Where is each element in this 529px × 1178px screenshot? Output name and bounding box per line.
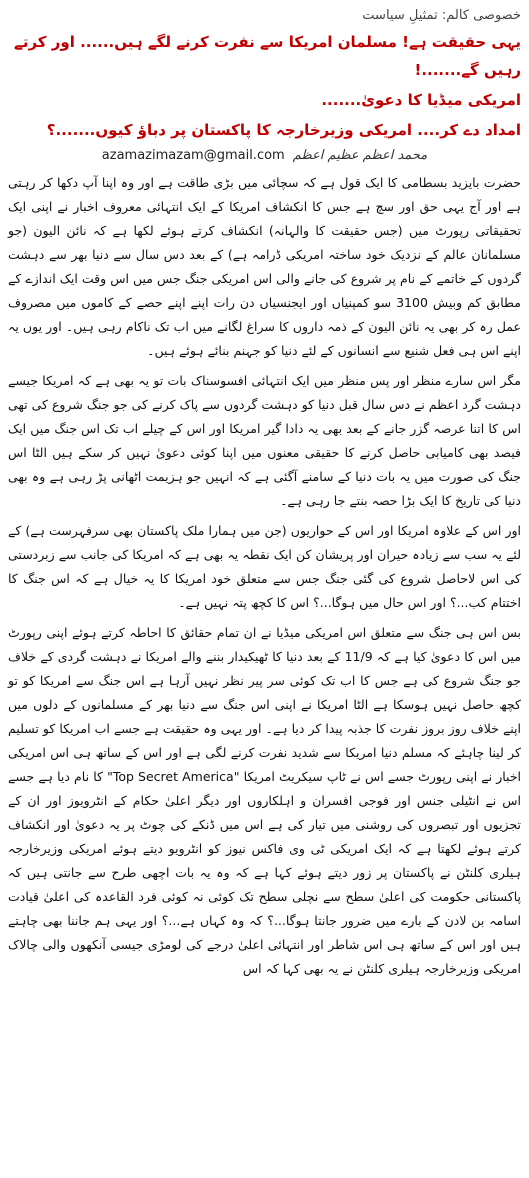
headline-2: امریکی میڈیا کا دعویٰ....... [321, 91, 521, 109]
headline-1: یہی حقیقت ہے! مسلمان امریکا سے نفرت کرنے لگے ہیں...... اور کرتے رہیں گے.......! [14, 33, 521, 79]
paragraph-2: مگر اس سارے منظر اور پس منظر میں ایک انتہائی افسوسناک بات تو یہ بھی ہے کہ امریکا جیسے دہشت گرد اعظم نے دس سال قبل دنیا کو دہشت گردوں سے پاک کرنے کی جو جنگ شروع کی تھی اس کا اتنا عرصہ گزر جانے کے بعد بھی یہ دادا گیر امریکا اور اس کے چیلے اب تک اس جنگ میں ایک فیصد بھی کامیابی حاصل کرنے کا حقیقی معنوں میں اپنا کوئی دعویٰ نہیں کر سکے ہیں الٹا اس جنگ کی صورت میں یہ بات دنیا کے سامنے آگئی ہے کہ انہیں جو ہزیمت اٹھانی پڑ رہی ہے وہ بھی دنیا کی تاریخ کا ایک بڑا حصہ بنتے جا رہی ہے۔ [8, 373, 521, 508]
paragraph-4: بس اس ہی جنگ سے متعلق اس امریکی میڈیا نے ان تمام حقائق کا احاطہ کرتے ہوئے اپنی رپورٹ میں اس کا دعویٰ کیا ہے کہ 11/9 کے بعد دنیا کا ٹھیکیدار بننے والے امریکا نے دہشت گردی کے خلاف جو جنگ شروع کی ہے جس کا اب تک کوئی سر پیر نظر نہیں آرہا ہے اس جنگ سے امریکا کو تو کچھ حاصل نہیں ہوسکا ہے الٹا امریکا نے اپنی اس جنگ سے دنیا بھر کے مسلمانوں کے دلوں میں اپنے خلاف روز بروز نفرت کا جذبہ پیدا کر دیا ہے۔ اور یہی وہ حقیقت ہے جسے اب امریکا کو تسلیم کر لینا چاہئے کہ مسلم دنیا امریکا سے شدید نفرت کرنے لگی ہے اور اس کے ساتھ ہی اس امریکی اخبار نے اپنی رپورٹ جسے اس نے ٹاپ سیکریٹ امریکا "Top Secret America" کا نام دیا ہے جسے اس نے انٹیلی جنس اور فوجی افسران و اہلکاروں اور دیگر اعلیٰ حکام کے انٹرویوز اور ان کے تجزیوں اور تبصروں کی روشنی میں تیار کی ہے اس میں ڈنکے کی چوٹ پر یہ دعویٰ اور انکشاف کرتے ہوئے لکھتا ہے کہ ایک امریکی ٹی وی فاکس نیوز کو انٹرویو دیتے ہوئے امریکی وزیرخارجہ ہیلری کلنٹن نے پاکستان پر زور دیتے ہوئے کہا ہے کہ وہ یہ بات اچھی طرح سے جانتی ہیں کہ پاکستانی حکومت کی اعلیٰ سطح سے نچلی سطح تک کوئی نہ کوئی فرد القاعدہ کی اعلیٰ قیادت اسامہ بن لادن کے بارے میں ضرور جانتا ہوگا...؟ کہ وہ کہاں ہے...؟ اور یہی ہم جاننا بھی چاہتے ہیں اور اس کے ساتھ ہی اس شاطر اور انتہائی اعلیٰ درجے کی لومڑی جیسی آنکھوں والی چالاک امریکی وزیرخارجہ ہیلری کلنٹن نے یہ بھی کہا کہ اس [8, 625, 522, 976]
author-name: محمد اعظم عظیم اعظم [292, 148, 428, 163]
author-email: azamazimazam@gmail.com [101, 148, 285, 163]
paragraph-1: حضرت بایزید بسطامی کا ایک قول ہے کہ سچائی میں بڑی طاقت ہے اور وہ اپنا آپ دکھا کر رہتی ہے اور آج یہی حق اور سچ ہے جس کا انکشاف امریکا کے ایک انتہائی معروف اخبار نے اپنی ایک تحقیقاتی رپورٹ میں (جس حقیقت کا والہانہ) انکشاف کرتے ہوئے لکھا ہے کہ نائن الیون (جو مسلمانان عالم کے نزدیک خود ساختہ امریکی ڈرامہ ہے) کے بعد دس سال سے دنیا بھر سے دہشت گردوں کے خاتمے کے نام پر شروع کی جانے والی اس امریکی جنگ جس میں اس وقت ایک اندازے کے مطابق کم وبیش 3100 سو کمپنیاں اور ایجنسیاں دن رات اپنے اپنے حصے کے کاموں میں مصروف عمل رہ کر بھی یہ نائن الیون کے ذمہ داروں کا سراغ لگانے میں اب تک ناکام رہی ہیں۔ اور یوں یہ اپنے اس ہی فعل شنیع سے انسانوں کے لئے دنیا کو جہنم بنائے ہوئے ہیں۔ [8, 175, 521, 358]
byline [8, 148, 521, 163]
article-body [8, 171, 521, 981]
paragraph-3: اور اس کے علاوہ امریکا اور اس کے حواریوں (جن میں ہمارا ملک پاکستان بھی سرفہرست ہے) کے لئے یہ سب سے زیادہ حیران اور پریشان کن ایک نقطہ یہ بھی ہے کہ امریکا کی جانب سے زبردستی کی اس لاحاصل شروع کی گئی جنگ جس سے متعلق خود امریکا کا یہ خیال ہے کہ اس جنگ کا اختتام کب...؟ اور اس حال میں ہوگا...؟ اس کا کچھ پتہ نہیں ہے۔ [8, 523, 521, 610]
column-label: خصوصی کالم: تمثیلِ سیاست [362, 8, 521, 23]
headline-3: امداد دے کر.... امریکی وزیرخارجہ کا پاکستان پر دباؤ کیوں.......؟ [46, 121, 521, 139]
